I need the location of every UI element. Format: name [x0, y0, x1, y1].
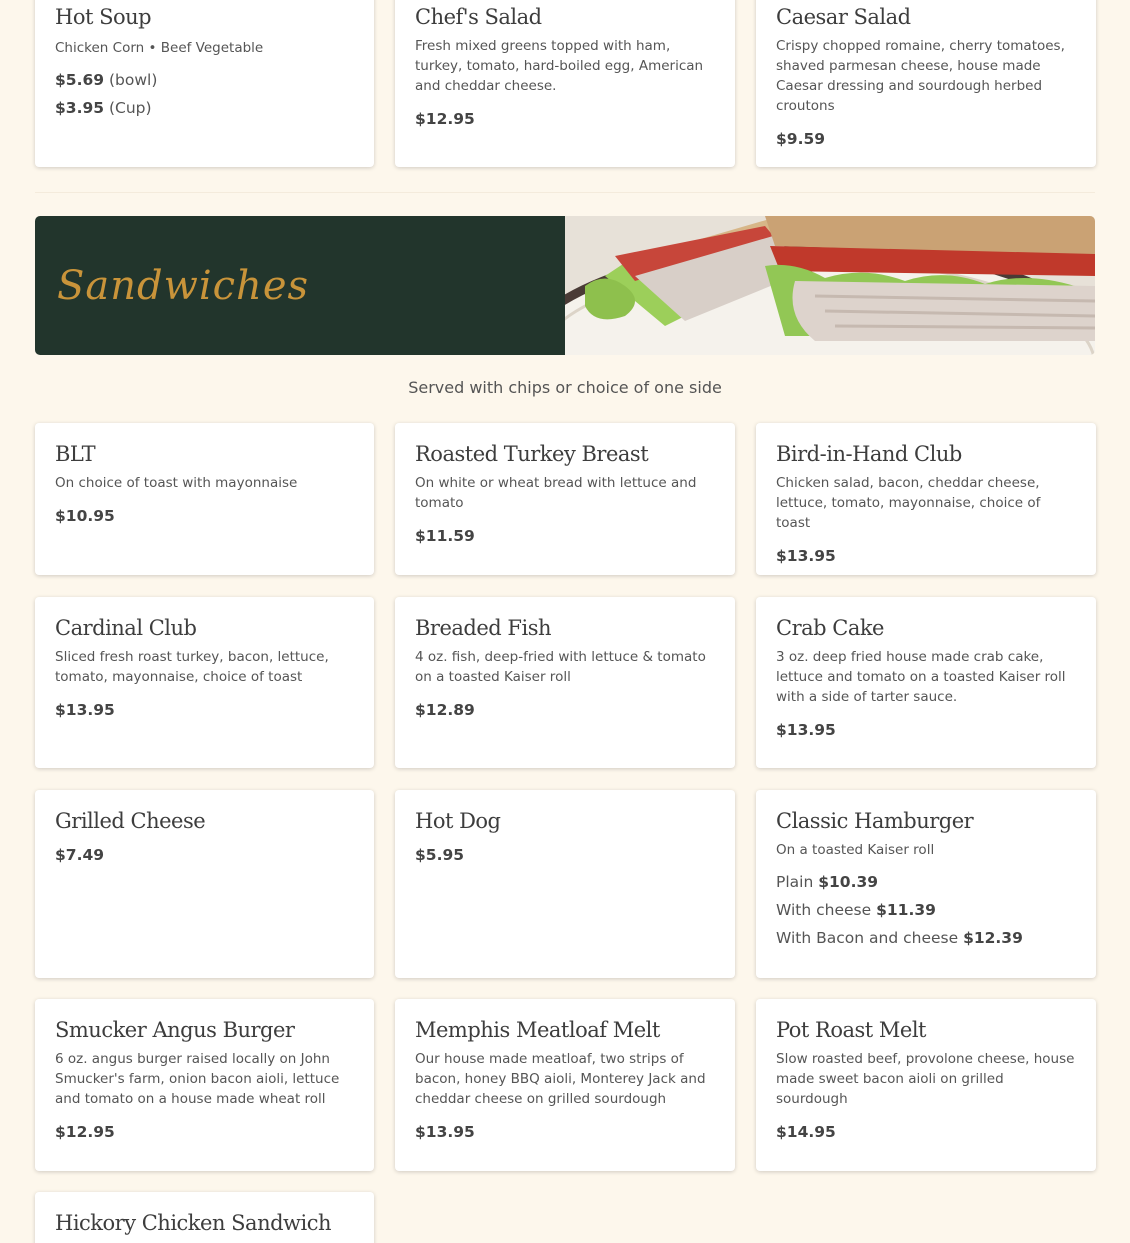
- menu-item-card: [756, 790, 1096, 978]
- item-name: Chef's Salad: [415, 5, 542, 29]
- menu-item-card: [395, 999, 735, 1171]
- sandwich-row: [35, 999, 1095, 1171]
- item-name: Cardinal Club: [55, 616, 197, 640]
- price-line: [55, 94, 354, 122]
- item-price: $13.95: [776, 547, 836, 565]
- item-price: $5.69: [55, 71, 105, 89]
- sandwich-photo: [565, 216, 1095, 355]
- soups-salads-grid: [35, 0, 1095, 167]
- item-name: Breaded Fish: [415, 616, 551, 640]
- price-line: [55, 66, 354, 94]
- item-price: $12.95: [55, 1123, 115, 1141]
- option-label: With Bacon and cheese: [776, 929, 959, 947]
- item-description: 6 oz. angus burger raised locally on John Smucker's farm, onion bacon aioli, lettuce and tomato on a house made wheat roll: [55, 1051, 340, 1107]
- item-price: $12.39: [963, 929, 1023, 947]
- item-name: BLT: [55, 442, 96, 466]
- item-description: Chicken salad, bacon, cheddar cheese, lettuce, tomato, mayonnaise, choice of toast: [776, 475, 1041, 531]
- item-name: Memphis Meatloaf Melt: [415, 1018, 660, 1042]
- sandwich-row: [35, 423, 1095, 575]
- item-description: On choice of toast with mayonnaise: [55, 475, 298, 491]
- price-option: [776, 868, 1076, 896]
- sandwich-illustration: [565, 216, 1095, 355]
- item-price: $7.49: [55, 846, 105, 864]
- item-price: $13.95: [55, 701, 115, 719]
- menu-item-card: [35, 597, 374, 768]
- menu-item-card: [395, 597, 735, 768]
- item-description: Crispy chopped romaine, cherry tomatoes, shaved parmesan cheese, house made Caesar dressing and sourdough herbed croutons: [776, 38, 1065, 114]
- item-price: $10.39: [818, 873, 879, 891]
- menu-item-card: [756, 0, 1096, 167]
- menu-item-card: [756, 597, 1096, 768]
- item-description: 4 oz. fish, deep-fried with lettuce & tomato on a toasted Kaiser roll: [415, 649, 706, 685]
- price-option: [776, 924, 1076, 952]
- price-options: [776, 868, 1076, 952]
- item-name: Bird-in-Hand Club: [776, 442, 962, 466]
- item-price: $11.59: [415, 527, 475, 545]
- menu-item-card: [395, 790, 735, 978]
- item-price: $9.59: [776, 130, 826, 148]
- item-description: Chicken Corn • Beef Vegetable: [55, 40, 264, 56]
- menu-item-card: [35, 0, 374, 167]
- menu-item-card: [756, 423, 1096, 575]
- item-description: 3 oz. deep fried house made crab cake, lettuce and tomato on a toasted Kaiser roll with a side of tarter sauce.: [776, 649, 1066, 705]
- item-description: Sliced fresh roast turkey, bacon, lettuce, tomato, mayonnaise, choice of toast: [55, 649, 329, 685]
- item-name: Grilled Cheese: [55, 809, 206, 833]
- section-title: Sandwiches: [57, 262, 310, 309]
- menu-item-card: [35, 423, 374, 575]
- item-description: On white or wheat bread with lettuce and tomato: [415, 475, 697, 511]
- section-divider: [35, 192, 1095, 193]
- item-description: Fresh mixed greens topped with ham, turkey, tomato, hard-boiled egg, American and cheddar cheese.: [415, 38, 704, 94]
- item-name: Crab Cake: [776, 616, 884, 640]
- menu-item-card: [395, 0, 735, 167]
- menu-item-card: [35, 999, 374, 1171]
- item-price: $5.95: [415, 846, 465, 864]
- menu-item-card: [395, 423, 735, 575]
- item-name: Hot Dog: [415, 809, 501, 833]
- item-description: Our house made meatloaf, two strips of bacon, honey BBQ aioli, Monterey Jack and cheddar cheese on grilled sourdough: [415, 1051, 706, 1107]
- menu-item-card: [35, 790, 374, 978]
- price-option: [776, 896, 1076, 924]
- item-price: $3.95: [55, 99, 105, 117]
- item-name: Smucker Angus Burger: [55, 1018, 295, 1042]
- price-note: (Cup): [108, 99, 152, 117]
- option-label: Plain: [776, 873, 814, 891]
- item-name: Hot Soup: [55, 5, 152, 29]
- section-subtitle: Served with chips or choice of one side: [408, 378, 722, 397]
- item-name: Hickory Chicken Sandwich: [55, 1211, 332, 1235]
- menu-item-card: [35, 1192, 374, 1243]
- item-description: On a toasted Kaiser roll: [776, 842, 935, 858]
- item-name: Roasted Turkey Breast: [415, 442, 649, 466]
- sandwich-row: [35, 790, 1095, 978]
- item-price: $11.39: [876, 901, 936, 919]
- item-price: $13.95: [776, 721, 836, 739]
- section-banner: [35, 216, 1095, 355]
- item-price: $14.95: [776, 1123, 836, 1141]
- item-name: Pot Roast Melt: [776, 1018, 926, 1042]
- item-name: Classic Hamburger: [776, 809, 974, 833]
- sandwich-row: [35, 597, 1095, 768]
- item-name: Caesar Salad: [776, 5, 911, 29]
- sandwich-row: [35, 1192, 1095, 1243]
- item-price: $12.95: [415, 110, 475, 128]
- price-note: (bowl): [108, 71, 158, 89]
- menu-item-card: [756, 999, 1096, 1171]
- item-price: $12.89: [415, 701, 475, 719]
- item-price: $13.95: [415, 1123, 475, 1141]
- option-label: With cheese: [776, 901, 872, 919]
- banner-title-panel: [35, 216, 565, 355]
- item-description: Slow roasted beef, provolone cheese, house made sweet bacon aioli on grilled sourdough: [776, 1051, 1075, 1107]
- item-price: $10.95: [55, 507, 115, 525]
